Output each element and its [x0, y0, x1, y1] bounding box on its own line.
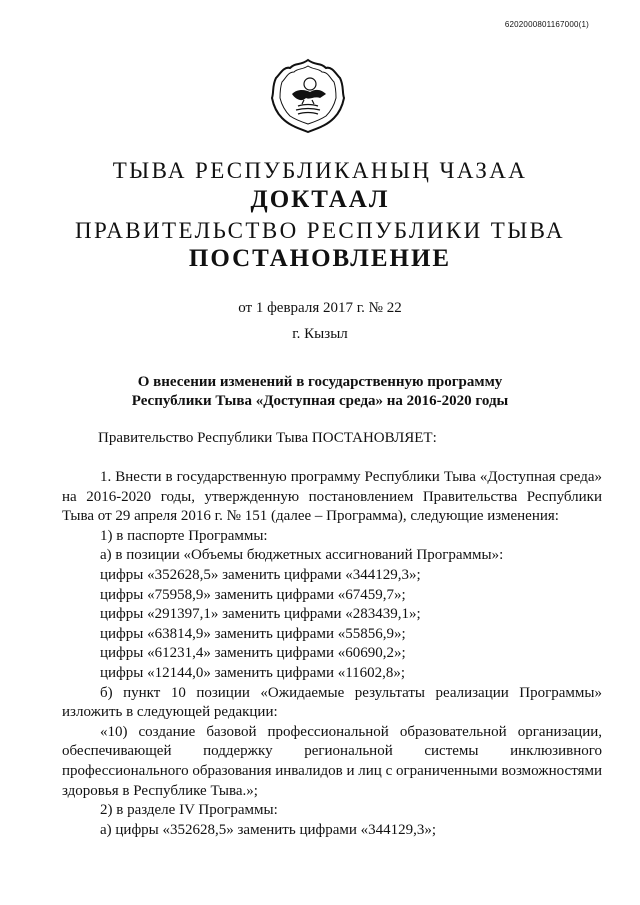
paragraph: цифры «75958,9» заменить цифрами «67459,7»;: [100, 586, 406, 603]
paragraph: цифры «63814,9» заменить цифрами «55856,9»;: [100, 625, 406, 642]
header-tuvan-government: ТЫВА РЕСПУБЛИКАНЫҢ ЧАЗАА: [112, 158, 528, 183]
paragraph: «10) создание базовой профессиональной образовательной организации, обеспечивающей поддержку региональной системы инклюзивного профессионального образования инвалидов и лиц с ограниченными возможностями здоровья в Республике Тыва.»;: [62, 723, 602, 799]
paragraph: б) пункт 10 позиции «Ожидаемые результаты реализации Программы» изложить в следующей редакции:: [62, 684, 602, 721]
preamble: Правительство Республики Тыва ПОСТАНОВЛЯЕТ:: [98, 430, 437, 446]
document-code: 6202000801167000(1): [504, 20, 589, 29]
paragraph: цифры «12144,0» заменить цифрами «11602,8»;: [100, 664, 406, 681]
header-government: ПРАВИТЕЛЬСТВО РЕСПУБЛИКИ ТЫВА: [75, 218, 565, 243]
paragraph: цифры «352628,5» заменить цифрами «344129,3»;: [100, 566, 421, 583]
subject-line: О внесении изменений в государственную программу: [137, 374, 503, 390]
tuva-coat-of-arms-icon: [268, 56, 348, 136]
paragraph: 2) в разделе IV Программы:: [100, 802, 278, 819]
document-subject: [0, 373, 640, 411]
paragraph: а) цифры «352628,5» заменить цифрами «344129,3»;: [100, 821, 437, 838]
document-date: от 1 февраля 2017 г. № 22: [238, 300, 402, 316]
header-doktaal: ДОКТААЛ: [250, 186, 390, 213]
header-postanovlenie: ПОСТАНОВЛЕНИЕ: [188, 245, 452, 272]
paragraph: а) в позиции «Объемы бюджетных ассигнований Программы»:: [100, 547, 504, 564]
paragraph: цифры «61231,4» заменить цифрами «60690,2»;: [100, 645, 406, 662]
paragraph: 1) в паспорте Программы:: [100, 527, 268, 544]
paragraph: цифры «291397,1» заменить цифрами «283439,1»;: [100, 606, 421, 623]
document-body: [62, 468, 602, 840]
document-city: г. Кызыл: [292, 326, 348, 342]
subject-line: Республики Тыва «Доступная среда» на 2016-2020 годы: [131, 393, 509, 409]
paragraph: 1. Внести в государственную программу Республики Тыва «Доступная среда» на 2016-2020 годы, утвержденную постановлением Правительства Республики Тыва от 29 апреля 2016 г. № 151 (далее – Программа), следующие изменения:: [62, 469, 602, 525]
